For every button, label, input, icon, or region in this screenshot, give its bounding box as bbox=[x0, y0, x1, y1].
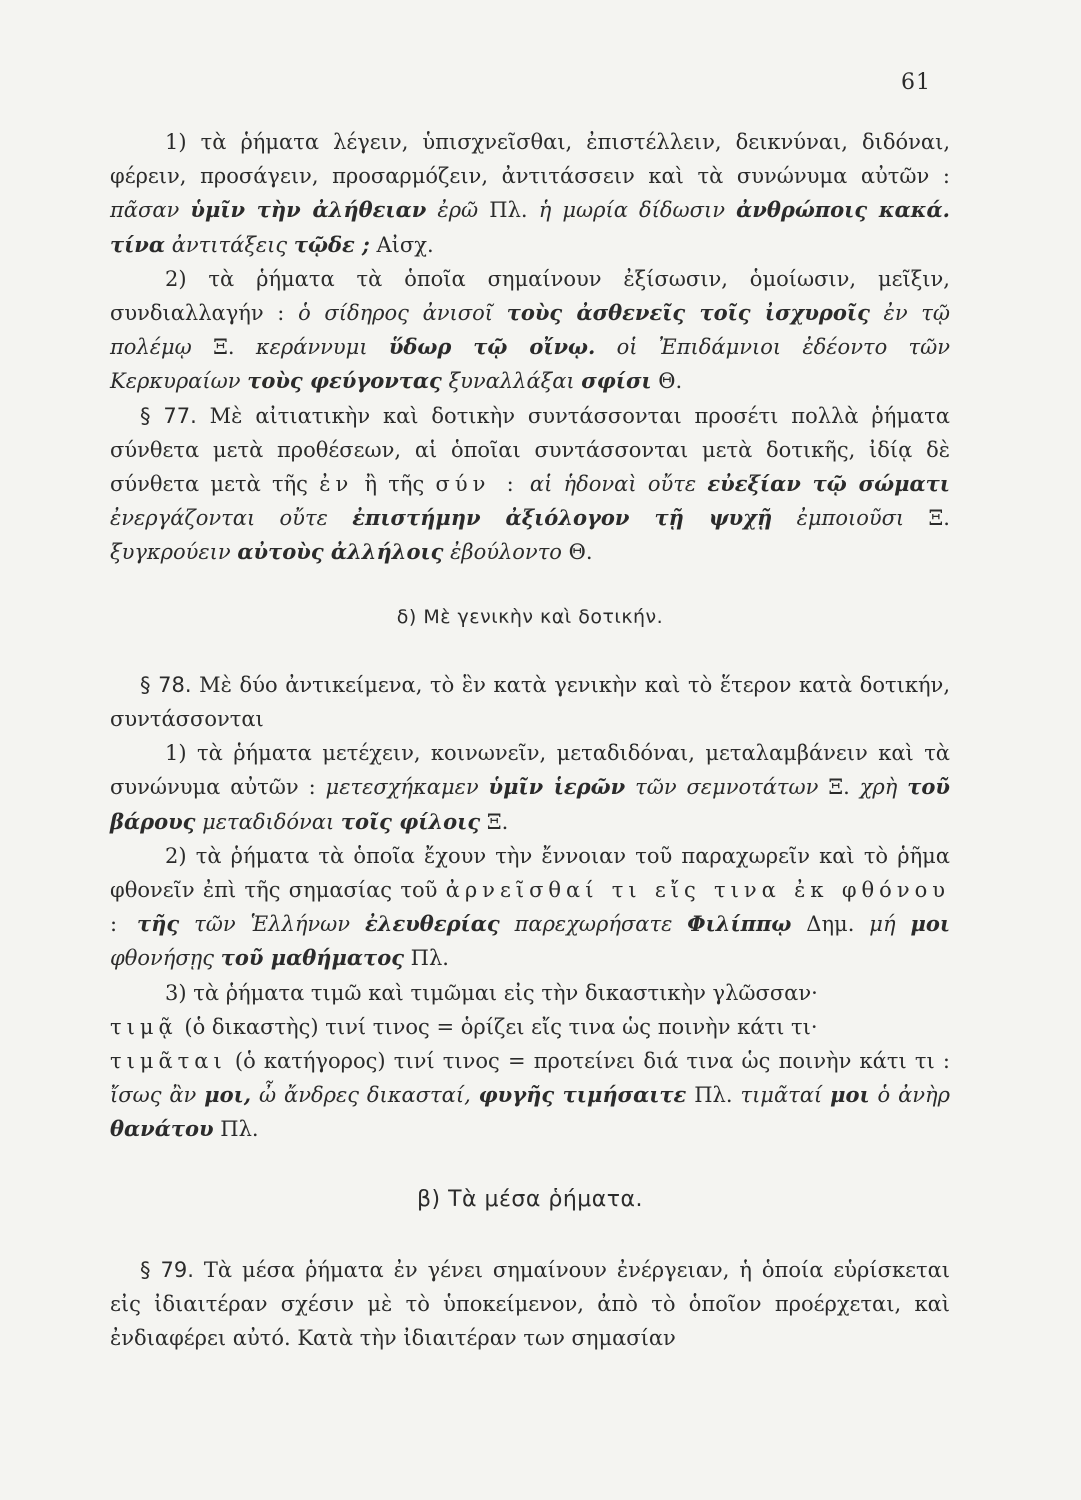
section-number: § 77. bbox=[140, 403, 197, 428]
section-number: § 79. bbox=[140, 1257, 194, 1282]
paragraph-verbs-of-equalizing: 2) τὰ ῥήματα τὰ ὁποῖα σημαίνουν ἐξίσωσιν, ὁμοίωσιν, μεῖξιν, συνδιαλλαγήν : ὁ σίδηρος ἀνισοῖ τοὺς ἀσθενεῖς τοῖς ἰσχυροῖς ἐν τῷ πολέμῳ Ξ. κεράννυμι ὕδωρ τῷ οἴνῳ. οἱ Ἐπιδάμνιοι ἐδέοντο τῶν Κερκυραίων τοὺς φεύγοντας ξυναλλάξαι σφίσι Θ. bbox=[110, 266, 950, 394]
paragraph-verbs-of-saying: 1) τὰ ῥήματα λέγειν, ὑπισχνεῖσθαι, ἐπιστέλλειν, δεικνύναι, διδόναι, φέρειν, προσάγειν, προσαρμόζειν, ἀντιτάσσειν καὶ τὰ συνώνυμα αὐτῶν : πᾶσαν ὑμῖν τὴν ἀλήθειαν ἐρῶ Πλ. ἡ μωρία δίδωσιν ἀνθρώποις κακά. τίνα ἀντιτάξεις τῷδε ; Αἰσχ. bbox=[110, 130, 950, 257]
paragraph-verbs-of-assessing: 3) τὰ ῥήματα τιμῶ καὶ τιμῶμαι εἰς τὴν δικαστικὴν γλῶσσαν· τιμᾷ (ὁ δικαστὴς) τινί τινος = ὁρίζει εἴς τινα ὡς ποινὴν κάτι τι· τιμᾶται (ὁ κατήγορος) τινί τινος = προτείνει διά τινα ὡς ποινὴν κάτι τι : ἴσως ἂν μοι, ὦ ἄνδρες δικασταί, φυγῆς τιμήσαιτε Πλ. τιμᾶταί μοι ὁ ἀνὴρ θανάτου Πλ. bbox=[110, 980, 950, 1142]
paragraph-verbs-of-sharing: 1) τὰ ῥήματα μετέχειν, κοινωνεῖν, μεταδιδόναι, μεταλαμβάνειν καὶ τὰ συνώνυμα αὐτῶν : μετεσχήκαμεν ὑμῖν ἱερῶν τῶν σεμνοτάτων Ξ. χρὴ τοῦ βάρους μεταδιδόναι τοῖς φίλοις Ξ. bbox=[110, 741, 950, 834]
section-77: § 77. Μὲ αἰτιατικὴν καὶ δοτικὴν συντάσσονται προσέτι πολλὰ ῥήματα σύνθετα μετὰ προθέσεων, αἱ ὁποῖαι συντάσσονται μετὰ δοτικῆς, ἰδίᾳ δὲ σύνθετα μετὰ τῆς ἐν ἢ τῆς σύν : αἱ ἡδοναὶ οὔτε εὐεξίαν τῷ σώματι ἐνεργάζονται οὔτε ἐπιστήμην ἀξιόλογον τῇ ψυχῇ ἐμποιοῦσι Ξ. ξυγκρούειν αὐτοὺς ἀλλήλοις ἐβούλοντο Θ. bbox=[110, 403, 950, 565]
paragraph-verbs-of-conceding: 2) τὰ ῥήματα τὰ ὁποῖα ἔχουν τὴν ἔννοιαν τοῦ παραχωρεῖν καὶ τὸ ῥῆμα φθονεῖν ἐπὶ τῆς σημασίας τοῦ ἀρνεῖσθαί τι εἴς τινα ἐκ φθόνου : τῆς τῶν Ἑλλήνων ἐλευθερίας παρεχωρήσατε Φιλίππῳ Δημ. μή μοι φθονήσῃς τοῦ μαθήματος Πλ. bbox=[110, 843, 950, 971]
section-79: § 79. Τὰ μέσα ῥήματα ἐν γένει σημαίνουν ἐνέργειαν, ἡ ὁποία εὑρίσκεται εἰς ἰδιαιτέραν σχέσιν μὲ τὸ ὑποκείμενον, ἀπὸ τὸ ὁποῖον προέρχεται, καὶ ἐνδιαφέρει αὐτό. Κατὰ τὴν ἰδιαιτέραν των σημασίαν bbox=[110, 1257, 950, 1351]
section-number: § 78. bbox=[140, 672, 192, 697]
subheading-genitive-dative: δ) Μὲ γενικὴν καὶ δοτικήν. bbox=[396, 605, 664, 628]
section-78: § 78. Μὲ δύο ἀντικείμενα, τὸ ἓν κατὰ γενικὴν καὶ τὸ ἕτερον κατὰ δοτικήν, συντάσσονται bbox=[110, 672, 950, 732]
page-body bbox=[110, 125, 950, 1356]
page-number: 61 bbox=[901, 70, 931, 95]
subheading-middle-verbs: β) Τὰ μέσα ῥήματα. bbox=[416, 1186, 644, 1212]
